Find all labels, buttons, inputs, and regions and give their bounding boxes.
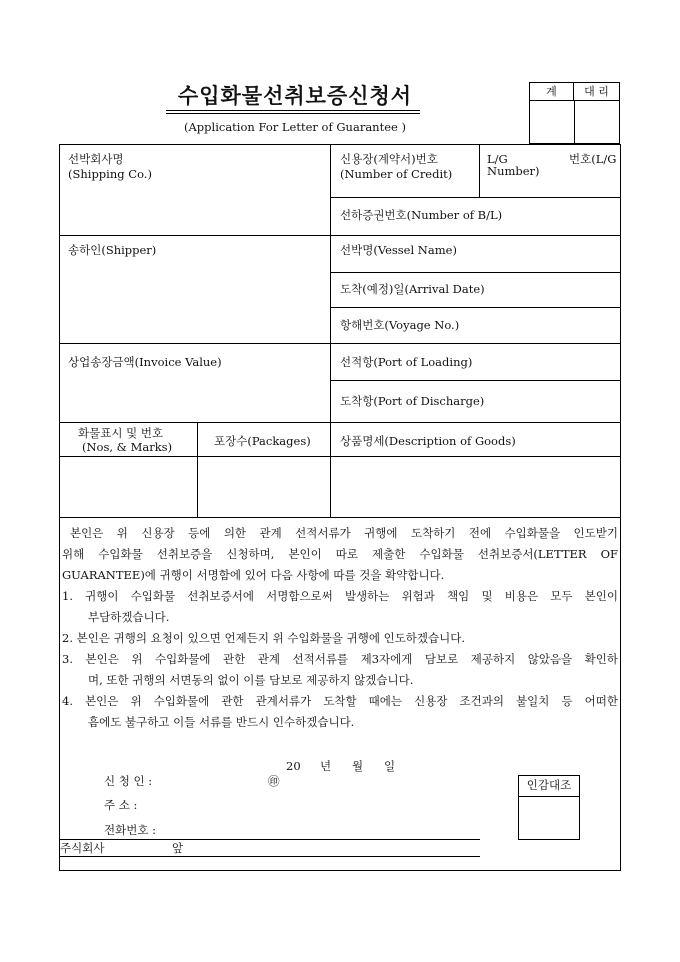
phone-underline <box>60 839 480 840</box>
company-label: 주식회사 <box>60 841 105 855</box>
seal-mark: ㊞ <box>268 774 280 788</box>
row-line <box>330 197 620 198</box>
applicant-label: 신 청 인 : <box>104 774 153 788</box>
row-line <box>330 380 620 381</box>
voyage-number-label: 항해번호(Voyage No.) <box>340 318 460 332</box>
clause-3-line: 3. 본인은 위 수입화물에 관한 관계 선적서류를 제3자에게 담보로 제공하지 않았음을 확인하 <box>62 652 618 666</box>
lg-number-label-3: Number) <box>487 164 540 178</box>
lg-number-label-1: L/G <box>487 152 508 166</box>
clause-1-line: 1. 귀행이 수입화물 선취보증서에 서명함으로써 발생하는 위험과 책임 및 비용은 모두 본인이 <box>62 589 618 603</box>
vessel-name-label: 선박명(Vessel Name) <box>340 243 457 257</box>
row-line <box>330 307 620 308</box>
row-line <box>60 422 620 423</box>
phone-label: 전화번호 : <box>104 823 156 837</box>
title-underline-bottom <box>166 113 420 114</box>
declaration-line: 위해 수입화물 선취보증을 신청하며, 본인이 따로 제출한 수입화물 선취보증서(LETTER OF <box>62 547 618 561</box>
invoice-value-label: 상업송장금액(Invoice Value) <box>68 355 222 369</box>
seal-compare-divider <box>519 796 579 797</box>
clause-3-line: 며, 또한 귀행의 서면동의 없이 이를 담보로 제공하지 않겠습니다. <box>88 673 414 687</box>
shipper-label: 송하인(Shipper) <box>68 243 157 257</box>
row-line <box>330 272 620 273</box>
company-underline <box>60 856 480 857</box>
shipping-co-label: 선박회사명 <box>68 152 124 166</box>
date-year-label: 년 <box>320 759 332 773</box>
shipping-co-label-en: (Shipping Co.) <box>68 167 152 181</box>
declaration-line: 본인은 위 신용장 등에 의한 관계 선적서류가 귀행에 도착하기 전에 수입화물을 인도받기 <box>70 526 618 540</box>
application-form <box>59 144 621 871</box>
marks-column-divider <box>197 422 198 517</box>
lg-number-label-2: 번호(L/G <box>569 152 617 166</box>
lc-number-label: 신용장(계약서)번호 <box>340 152 438 166</box>
port-of-loading-label: 선적항(Port of Loading) <box>340 355 473 369</box>
date-month-label: 월 <box>352 759 364 773</box>
bl-number-label: 선하증권번호(Number of B/L) <box>340 208 503 222</box>
clause-4-line: 4. 본인은 위 수입화물에 관한 관계서류가 도착할 때에는 신용장 조건과의 불일치 등 어떠한 <box>62 694 618 708</box>
address-label: 주 소 : <box>104 798 138 812</box>
form-title: 수입화물선취보증신청서 <box>177 83 413 108</box>
main-column-divider <box>330 145 331 517</box>
title-underline-top <box>166 110 420 111</box>
clause-4-line: 흠에도 불구하고 이들 서류를 반드시 인수하겠습니다. <box>88 715 355 729</box>
marks-label-en: (Nos, & Marks) <box>82 440 173 454</box>
date-day-label: 일 <box>384 759 396 773</box>
marks-label: 화물표시 및 번호 <box>78 426 164 440</box>
clause-1-line: 부담하겠습니다. <box>88 610 170 624</box>
seal-compare-label: 인감대조 <box>526 778 572 792</box>
row-line <box>60 343 620 344</box>
packages-label: 포장수(Packages) <box>214 434 311 448</box>
lc-number-label-en: (Number of Credit) <box>340 167 453 181</box>
seal-compare-box <box>518 775 580 840</box>
goods-description-label: 상품명세(Description of Goods) <box>340 434 516 448</box>
addressee-to-label: 앞 <box>172 841 184 855</box>
approval-col-staff: 계 <box>530 83 574 101</box>
date-century: 20 <box>286 759 301 773</box>
row-line <box>60 517 620 518</box>
form-subtitle: (Application For Letter of Guarantee ) <box>184 120 406 134</box>
arrival-date-label: 도착(예정)일(Arrival Date) <box>340 282 485 296</box>
row-line <box>60 235 620 236</box>
clause-2-line: 2. 본인은 귀행의 요청이 있으면 언제든지 위 수입화물을 귀행에 인도하겠습니다. <box>62 631 466 645</box>
declaration-line: GUARANTEE)에 귀행이 서명함에 있어 다음 사항에 따를 것을 확약합니다. <box>62 568 445 582</box>
port-of-discharge-label: 도착항(Port of Discharge) <box>340 394 485 408</box>
approval-divider <box>574 101 575 143</box>
approval-col-manager: 대 리 <box>574 83 619 101</box>
lg-column-divider <box>479 145 480 197</box>
approval-box <box>529 82 620 144</box>
row-line <box>60 456 620 457</box>
